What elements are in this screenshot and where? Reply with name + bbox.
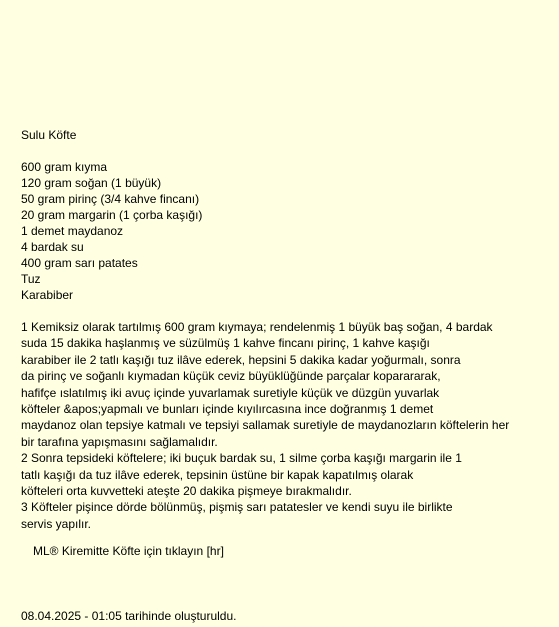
ingredient-item: 600 gram kıyma (21, 160, 108, 174)
created-timestamp: 08.04.2025 - 01:05 tarihinde oluşturuldu. (21, 609, 237, 623)
ingredients-list (21, 159, 202, 303)
instruction-line: 3 Köfteler pişince dörde bölünmüş, pişmiş sarı patatesler ve kendi suyu ile birlikte (21, 500, 453, 515)
instruction-line: suda 15 dakika haşlanmış ve süzülmüş 1 kahve fincanı pirinç, 1 kahve kaşığı (21, 336, 430, 351)
ingredient-item: 120 gram soğan (1 büyük) (21, 176, 162, 190)
instruction-line: servis yapılır. (21, 516, 92, 531)
instruction-line: 1 Kemiksiz olarak tartılmış 600 gram kıymaya; rendelenmiş 1 büyük baş soğan, 4 bardak (21, 320, 493, 334)
instruction-line: maydanoz olan tepsiye katmalı ve tepsiyi sallamak suretiyle de maydanozların köftelerin her (21, 418, 510, 433)
instruction-line: bir tarafına yapışmasını sağlamalıdır. (21, 434, 218, 449)
related-recipe-link[interactable]: ML® Kiremitte Köfte için tıklayın [hr] (33, 544, 224, 558)
instructions-text (21, 319, 509, 532)
related-recipe-link-container (33, 543, 224, 559)
instruction-line: da pirinç ve soğanlı kıymadan küçük ceviz büyüklüğünde parçalar koparararak, (21, 369, 441, 384)
instruction-line: karabiber ile 2 tatlı kaşığı tuz ilâve ederek, hepsini 5 dakika kadar yoğurmalı, sonra (21, 352, 461, 367)
instruction-line: hafifçe ıslatılmış iki avuç içinde yuvarlamak suretiyle küçük ve düzgün yuvarlak (21, 385, 440, 400)
ingredient-item: 400 gram sarı patates (21, 256, 138, 270)
ingredient-item: Tuz (21, 272, 41, 286)
ingredient-item: Karabiber (21, 288, 74, 302)
instruction-line: 2 Sonra tepsideki köftelere; iki buçuk bardak su, 1 silme çorba kaşığı margarin ile 1 (21, 451, 462, 466)
recipe-title: Sulu Köfte (21, 128, 77, 142)
ingredient-item: 4 bardak su (21, 240, 84, 254)
ingredient-item: 20 gram margarin (1 çorba kaşığı) (21, 208, 203, 222)
instruction-line: köfteler &apos;yapmalı ve bunları içinde kıyılırcasına ince doğranmış 1 demet (21, 402, 434, 417)
ingredient-item: 50 gram pirinç (3/4 kahve fincanı) (21, 192, 200, 206)
instruction-line: köfteleri orta kuvvetteki ateşte 20 dakika pişmeye bırakmalıdır. (21, 484, 352, 499)
ingredient-item: 1 demet maydanoz (21, 224, 124, 238)
instruction-line: tatlı kaşığı da tuz ilâve ederek, tepsinin üstüne bir kapak kapatılmış olarak (21, 467, 414, 482)
